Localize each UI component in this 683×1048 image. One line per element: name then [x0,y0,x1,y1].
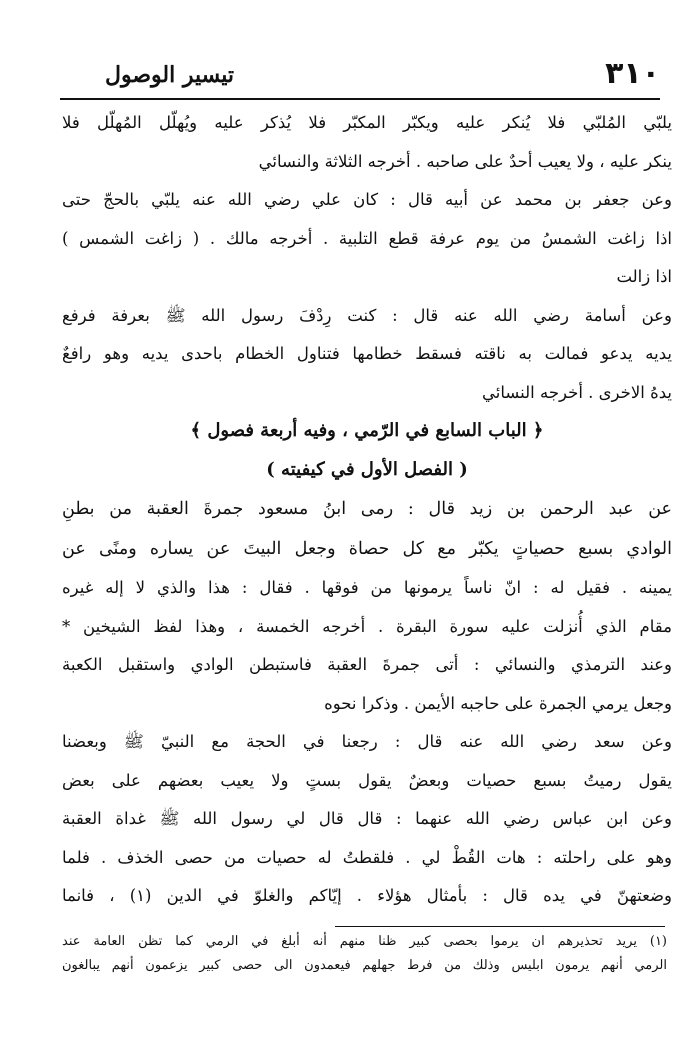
text-line: يدهُ الاخرى . أخرجه النسائي [482,382,672,402]
text-line: مقام الذي أُنزلت عليه سورة البقرة . أخرجه الخمسة ، وهذا لفظ الشيخين * [62,616,672,636]
text-line: وعن ابن عباس رضي الله عنهما : قال قال لي رسول الله ﷺ غداة العقبة [62,809,672,828]
text-line: عن عبد الرحمن بن زيد قال : رمى ابنُ مسعود جمرةَ العقبة من بطنِ [62,499,672,519]
text-line: يديه يدعو فمالت به ناقته فسقط خطامها فتناول الخطام باحدى يديه وهو رافعٌ [62,344,672,363]
text-line: ينكر عليه ، ولا يعيب أحدٌ على صاحبه . أخرجه الثلاثة والنسائي [258,151,672,171]
body-text [62,104,672,916]
text-line: وجعل يرمي الجمرة على حاجبه الأيمن . وذكرا نحوه [324,693,672,713]
header-rule [60,98,660,100]
text-line: وضعتهنّ في يده قال : بأمثال هؤلاء . إيّاكم والغلوّ في الدين (١) ، فانما [62,886,672,905]
page-header [60,50,670,98]
text-line: يمينه . فقيل له : انّ ناساً يرمونها من فوقها . فقال : هذا والذي لا إله غيره [62,578,672,597]
section-heading: ( الفصل الأول في كيفيته ) [266,458,468,480]
text-line: وهو على راحلته : هات القُطْ لي . فلقطتُ له حصيات من حصى الخذف . فلما [62,847,672,867]
text-line: اذا زاغت الشمسُ من يوم عرفة قطع التلبية . أخرجه مالك . ( زاغت الشمس ) [62,228,672,248]
running-title: تيسير الوصول [105,62,235,88]
text-line: وعند الترمذي والنسائي : أتى جمرةَ العقبة فاستبطن الوادي واستقبل الكعبة [62,655,672,674]
text-line: يلبّي المُلبّي فلا يُنكر عليه ويكبّر المكبّر فلا يُذكر عليه ويُهلّل المُهلّل فلا [62,113,672,132]
page-number: ٣١٠ [605,56,660,91]
footnote-rule [335,926,665,927]
chapter-heading: ﴿ الباب السابع في الرّمي ، وفيه أربعة فصول ﴾ [190,420,544,441]
text-line: اذا زالت [616,267,672,286]
text-line: يقول رميتُ بسبع حصيات وبعضٌ يقول بستٍ ولا يعيب بعضهم على بعض [62,770,672,790]
text-line: الوادي بسبع حصياتٍ يكبّر مع كل حصاة وجعل البيتَ عن يساره ومنًى عن [62,539,672,559]
footnote-line: الرمي أنهم يرمون ابليس وذلك من فرط جهلهم فيعمدون الى حصى كبير يزعمون أنهم يبالغون [62,958,667,973]
footnotes [62,930,667,978]
text-line: وعن أسامة رضي الله عنه قال : كنت رِدْفَ رسول الله ﷺ بعرفة فرفع [62,305,672,325]
text-line: وعن سعد رضي الله عنه قال : رجعنا في الحجة مع النبيّ ﷺ وبعضنا [62,732,672,751]
footnote-line: (١) يريد تحذيرهم ان يرموا بحصى كبير ظنا منهم أنه أبلغ في الرمي كما تظن العامة عند [62,934,667,949]
text-line: وعن جعفر بن محمد عن أبيه قال : كان علي رضي الله عنه يلبّي بالحجّ حتى [62,190,672,209]
